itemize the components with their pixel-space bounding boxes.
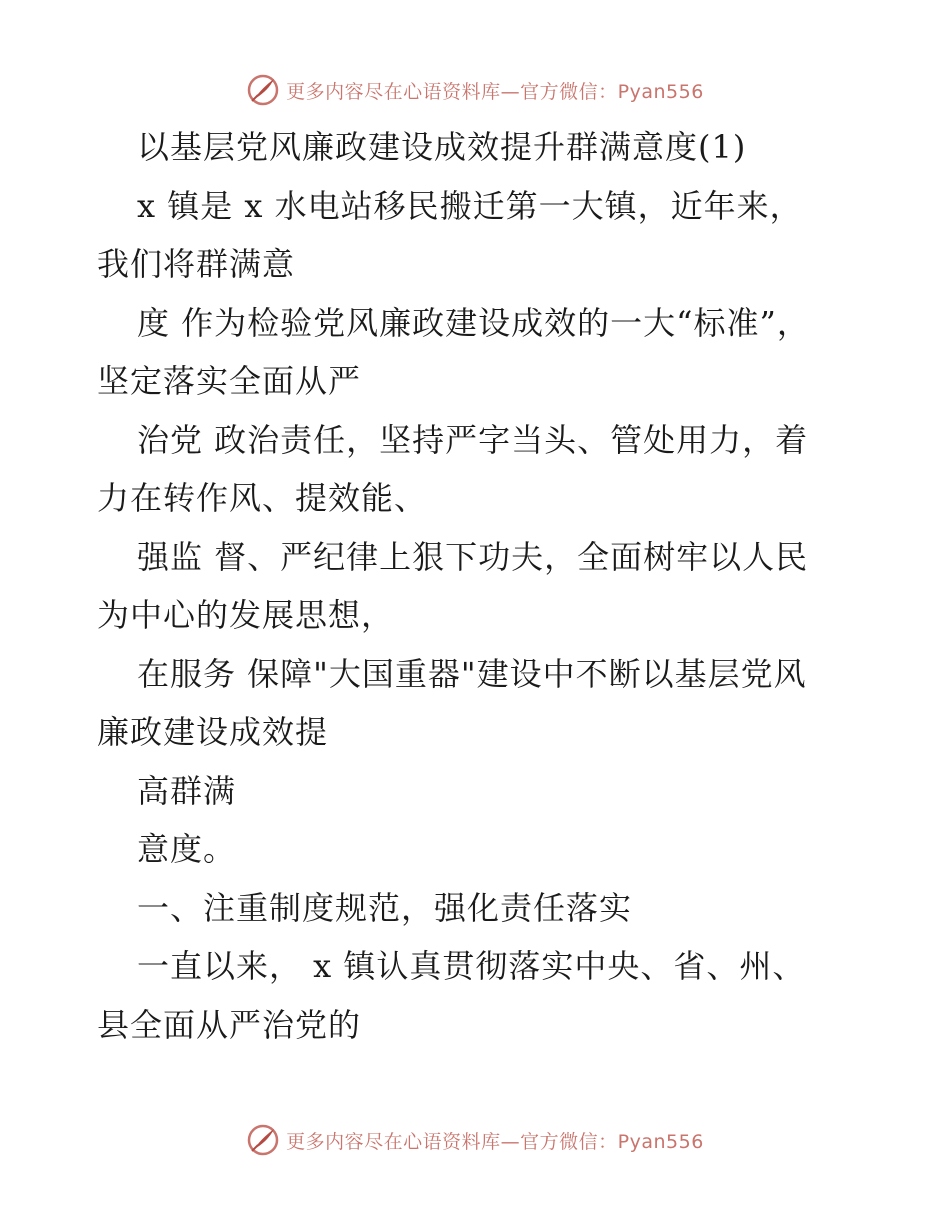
paragraph-line: 一直以来， x 镇认真贯彻落实中央、省、州、 — [137, 947, 806, 985]
brand-text: 更多内容尽在心语资料库—官方微信：Pyan556 — [286, 1130, 704, 1153]
paragraph-line: 意度。 — [137, 830, 237, 868]
paragraph-line: 高群满 — [137, 771, 237, 810]
paragraph-line: 治党 政治责任，坚持严字当头、管处用力，着 — [137, 420, 809, 459]
paragraph-line: 度 作为检验党风廉政建设成效的一大“标准”， — [137, 303, 810, 342]
feather-pen-logo-icon — [246, 1123, 280, 1157]
paragraph-line: 我们将群满意 — [97, 245, 296, 283]
document-body — [97, 118, 857, 1054]
paragraph-line: 力在转作风、提效能、 — [97, 479, 428, 517]
paragraph-line: 为中心的发展思想， — [97, 596, 395, 634]
document-title: 以基层党风廉政建设成效提升群满意度(1) — [137, 128, 747, 166]
footer-banner — [0, 1120, 950, 1160]
feather-pen-logo-icon — [246, 73, 280, 107]
paragraph-line: x 镇是 x 水电站移民搬迁第一大镇，近年来， — [137, 186, 803, 225]
paragraph-line: 坚定落实全面从严 — [97, 362, 362, 400]
paragraph-line: 廉政建设成效提 — [97, 713, 329, 751]
paragraph-line: 县全面从严治党的 — [97, 1005, 362, 1044]
paragraph-line: 在服务 保障"大国重器"建设中不断以基层党风 — [137, 654, 807, 693]
header-banner — [0, 70, 950, 110]
brand-text: 更多内容尽在心语资料库—官方微信：Pyan556 — [286, 80, 704, 103]
section-heading: 一、注重制度规范，强化责任落实 — [137, 888, 633, 927]
paragraph-line: 强监 督、严纪律上狠下功夫，全面树牢以人民 — [137, 537, 809, 576]
